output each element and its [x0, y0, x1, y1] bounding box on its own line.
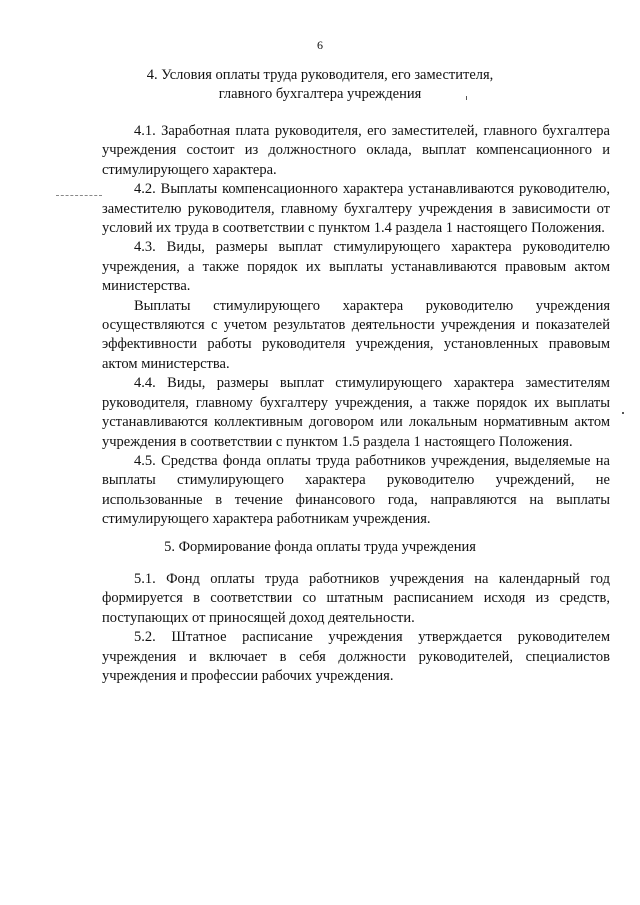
paragraph-4-5: 4.5. Средства фонда оплаты труда работников учреждения, выделяемые на выплаты стимулирующего характера руководителю учреждений, не использованные в течение финансового года, направляются на выплаты стимулирующего характера работникам учреждения.: [102, 452, 610, 528]
section-5-heading: 5. Формирование фонда оплаты труда учреждения: [164, 539, 476, 555]
section-4-heading-line-1: 4. Условия оплаты труда руководителя, его заместителя,: [146, 67, 494, 83]
section-4-heading: [0, 66, 640, 104]
paragraph-4-4: 4.4. Виды, размеры выплат стимулирующего характера заместителям руководителя, главному бухгалтеру учреждения, а также порядок их выплаты устанавливаются коллективным договором или локальным нормативным актом учреждения в соответствии с пунктом 1.5 раздела 1 настоящего Положения.: [102, 375, 610, 450]
scan-artifact-dashes: [56, 195, 102, 197]
section-4-heading-line-2: главного бухгалтера учреждения: [218, 86, 422, 102]
paragraph-4-2: 4.2. Выплаты компенсационного характера устанавливаются руководителю, заместителю руководителя, главному бухгалтеру учреждения в зависимости от условий их труда в соответствии с пунктом 1.4 раздела 1 настоящего Положения.: [102, 181, 610, 237]
scan-artifact-speck: [622, 412, 624, 414]
scan-artifact-speck: [466, 96, 467, 100]
paragraph-5-1: 5.1. Фонд оплаты труда работников учреждения на календарный год формируется в соответствии со штатным расписанием исходя из средств, поступающих от приносящей доход деятельности.: [102, 571, 610, 626]
paragraph-4-3: 4.3. Виды, размеры выплат стимулирующего характера руководителю учреждения, а также порядок их выплаты устанавливаются правовым актом министерства.: [102, 239, 610, 295]
page-number: 6: [317, 38, 323, 52]
paragraph-4-3-continued: Выплаты стимулирующего характера руководителю учреждения осуществляются с учетом результатов деятельности учреждения и показателей эффективности работы руководителя учреждения, установленных правовым актом министерства.: [102, 297, 610, 372]
section-5-body: [102, 570, 610, 686]
paragraph-4-1: 4.1. Заработная плата руководителя, его заместителей, главного бухгалтера учреждения состоит из должностного оклада, выплат компенсационного и стимулирующего характера.: [102, 123, 610, 178]
section-4-body: [102, 122, 610, 530]
paragraph-5-2: 5.2. Штатное расписание учреждения утверждается руководителем учреждения и включает в себя должности руководителей, специалистов учреждения и профессии рабочих учреждения.: [102, 629, 610, 685]
